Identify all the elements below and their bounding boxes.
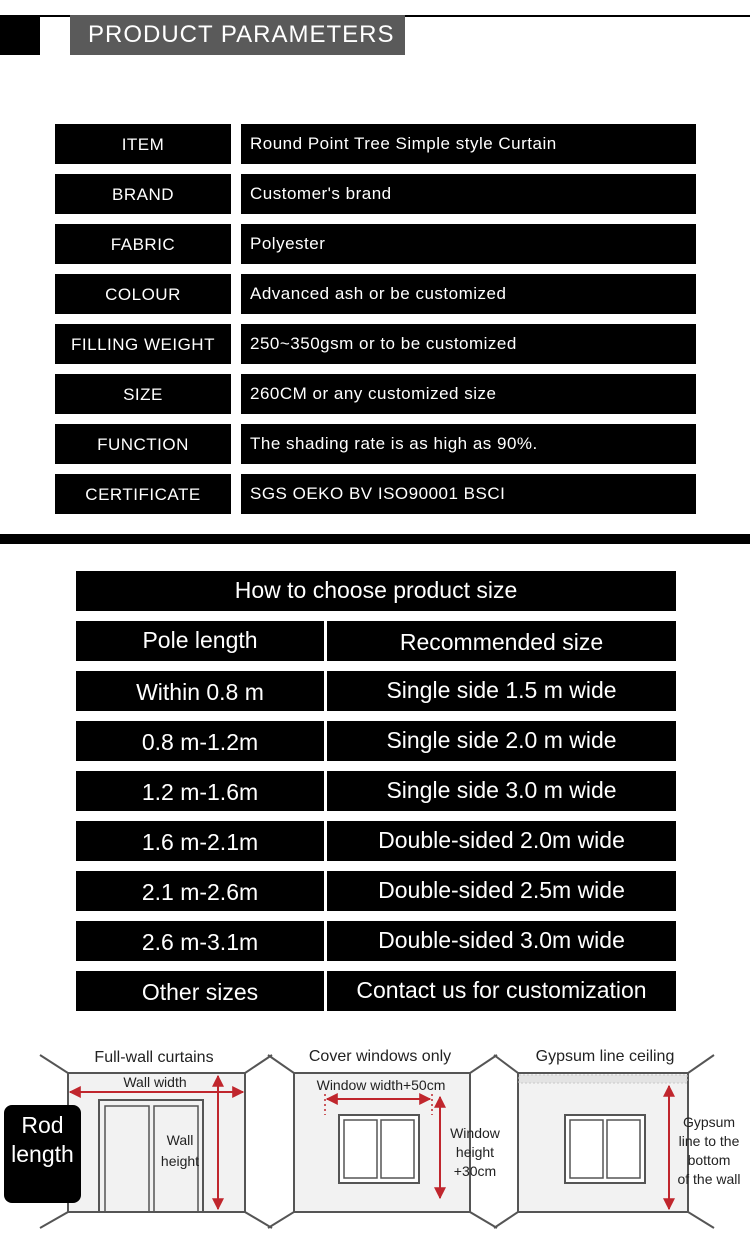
size-row-recommended: Contact us for customization [327, 971, 676, 1011]
gypsum-ceiling-diagram [494, 1048, 741, 1228]
height-label: Gypsum [682, 1114, 736, 1130]
height-label: bottom [687, 1152, 731, 1168]
height-label: height [455, 1144, 495, 1160]
param-label-size: SIZE [55, 374, 231, 414]
rod-length-badge [4, 1105, 81, 1203]
gypsum-line [519, 1075, 687, 1083]
height-label: line to the [678, 1133, 740, 1149]
size-guide-title: How to choose product size [76, 571, 676, 611]
diagram-title: Gypsum line ceiling [535, 1048, 675, 1065]
size-row-pole: Other sizes [76, 971, 324, 1011]
section-divider [0, 534, 750, 544]
param-label-item: ITEM [55, 124, 231, 164]
param-label-brand: BRAND [55, 174, 231, 214]
width-label: Window width+50cm [316, 1077, 446, 1093]
param-value-size: 260CM or any customized size [241, 374, 696, 414]
param-value-function: The shading rate is as high as 90%. [241, 424, 696, 464]
param-label-colour: COLOUR [55, 274, 231, 314]
size-row-recommended: Double-sided 2.0m wide [327, 821, 676, 861]
param-label-fabric: FABRIC [55, 224, 231, 264]
param-value-brand: Customer's brand [241, 174, 696, 214]
size-row-recommended: Double-sided 3.0m wide [327, 921, 676, 961]
size-row-pole: 2.6 m-3.1m [76, 921, 324, 961]
size-row-recommended: Double-sided 2.5m wide [327, 871, 676, 911]
window-icon [339, 1115, 419, 1183]
height-label: of the wall [677, 1171, 741, 1187]
diagram-title: Full-wall curtains [94, 1049, 214, 1066]
size-row-pole: 1.6 m-2.1m [76, 821, 324, 861]
height-label: height [160, 1153, 200, 1169]
width-label: Wall width [123, 1074, 187, 1090]
rod-length-line: length [11, 1141, 74, 1167]
param-value-item: Round Point Tree Simple style Curtain [241, 124, 696, 164]
column-header-pole: Pole length [76, 621, 324, 661]
size-row-pole: 2.1 m-2.6m [76, 871, 324, 911]
rod-length-line: Rod [21, 1112, 64, 1138]
size-row-pole: 0.8 m-1.2m [76, 721, 324, 761]
cover-windows-diagram [268, 1048, 501, 1228]
window-icon [565, 1115, 645, 1183]
param-value-certificate: SGS OEKO BV ISO90001 BSCI [241, 474, 696, 514]
param-value-fabric: Polyester [241, 224, 696, 264]
size-row-pole: Within 0.8 m [76, 671, 324, 711]
diagram-title: Cover windows only [308, 1048, 452, 1065]
param-label-certificate: CERTIFICATE [55, 474, 231, 514]
size-row-recommended: Single side 1.5 m wide [327, 671, 676, 711]
size-row-recommended: Single side 3.0 m wide [327, 771, 676, 811]
size-row-recommended: Single side 2.0 m wide [327, 721, 676, 761]
height-label: Window [450, 1125, 500, 1141]
measurement-diagrams [0, 1030, 750, 1255]
column-header-recommended: Recommended size [327, 621, 676, 661]
param-value-colour: Advanced ash or be customized [241, 274, 696, 314]
height-label: Wall [166, 1132, 194, 1148]
section-title: PRODUCT PARAMETERS [70, 15, 405, 55]
param-value-filling-weight: 250~350gsm or to be customized [241, 324, 696, 364]
param-label-function: FUNCTION [55, 424, 231, 464]
size-row-pole: 1.2 m-1.6m [76, 771, 324, 811]
param-label-filling-weight: FILLING WEIGHT [55, 324, 231, 364]
height-label: +30cm [453, 1163, 497, 1179]
header-square [0, 15, 40, 55]
